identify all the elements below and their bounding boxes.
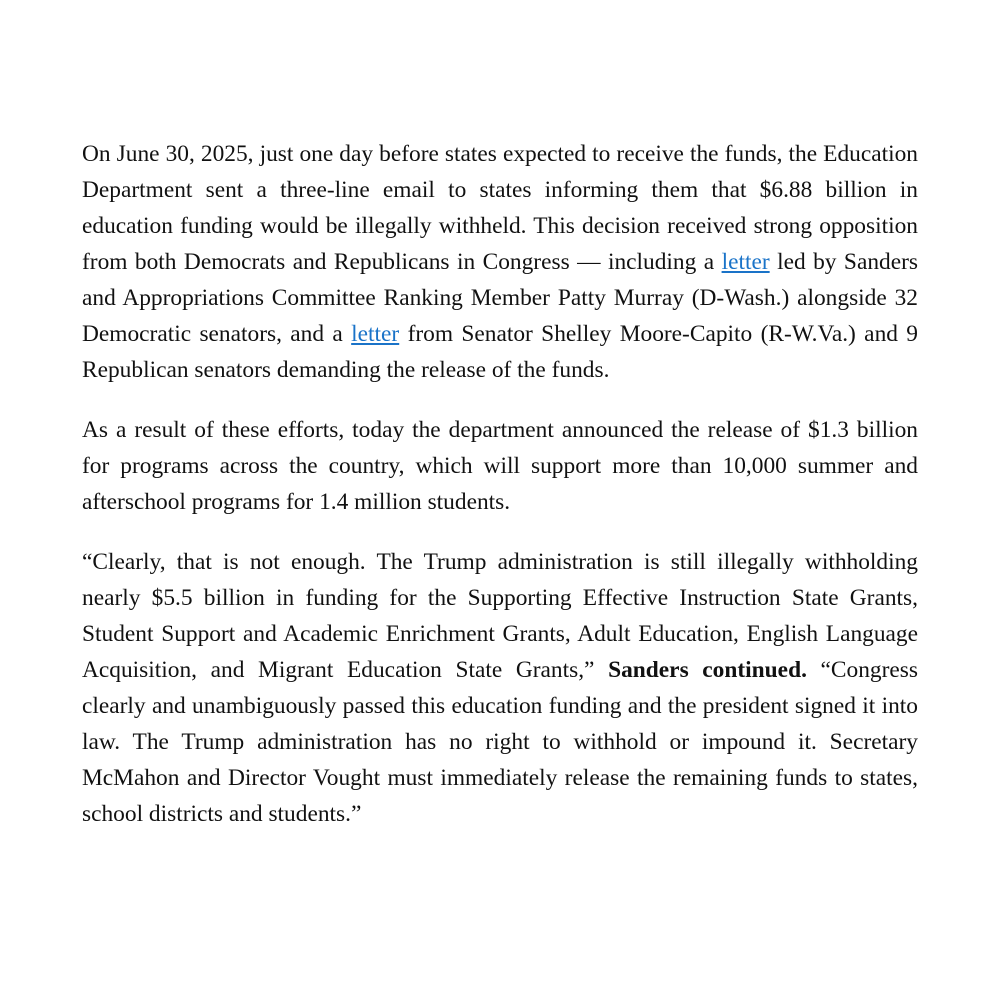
democratic-letter-link[interactable]: letter bbox=[721, 249, 770, 275]
republican-letter-link[interactable]: letter bbox=[351, 321, 400, 347]
article-body bbox=[82, 136, 918, 856]
paragraph-3-text-a: “Clearly, that is not enough. The Trump administration is still illegally withholding nearly $5.5 billion in funding for the Supporting Effective Instruction State Grants, Student Support and Academic Enrichment Grants, Adult Education, English Language Acquisition, and Migrant Education State Grants,” bbox=[82, 549, 918, 683]
paragraph-1-text-c: from Senator Shelley Moore-Capito (R-W.Va.) and 9 Republican senators demanding the release of the funds. bbox=[82, 321, 919, 383]
paragraph-funding-withheld bbox=[82, 136, 918, 388]
paragraph-sanders-quote bbox=[82, 544, 918, 832]
paragraph-2-text: As a result of these efforts, today the department announced the release of $1.3 billion for programs across the country, which will support more than 10,000 summer and afterschool programs for 1.4 million students. bbox=[82, 417, 918, 515]
paragraph-funds-released bbox=[82, 412, 918, 520]
sanders-attribution: Sanders continued. bbox=[608, 657, 807, 683]
paragraph-3-text-b: “Congress clearly and unambiguously passed this education funding and the president signed it into law. The Trump administration has no right to withhold or impound it. Secretary McMahon and Director Vought must immediately release the remaining funds to states, school districts and students.” bbox=[82, 657, 918, 827]
paragraph-1-text-b: led by Sanders and Appropriations Committee Ranking Member Patty Murray (D-Wash.) alongside 32 Democratic senators, and a bbox=[82, 249, 918, 347]
paragraph-1-text-a: On June 30, 2025, just one day before states expected to receive the funds, the Education Department sent a three-line email to states informing them that $6.88 billion in education funding would be illegally withheld. This decision received strong opposition from both Democrats and Republicans in Congress — including a bbox=[82, 141, 918, 275]
